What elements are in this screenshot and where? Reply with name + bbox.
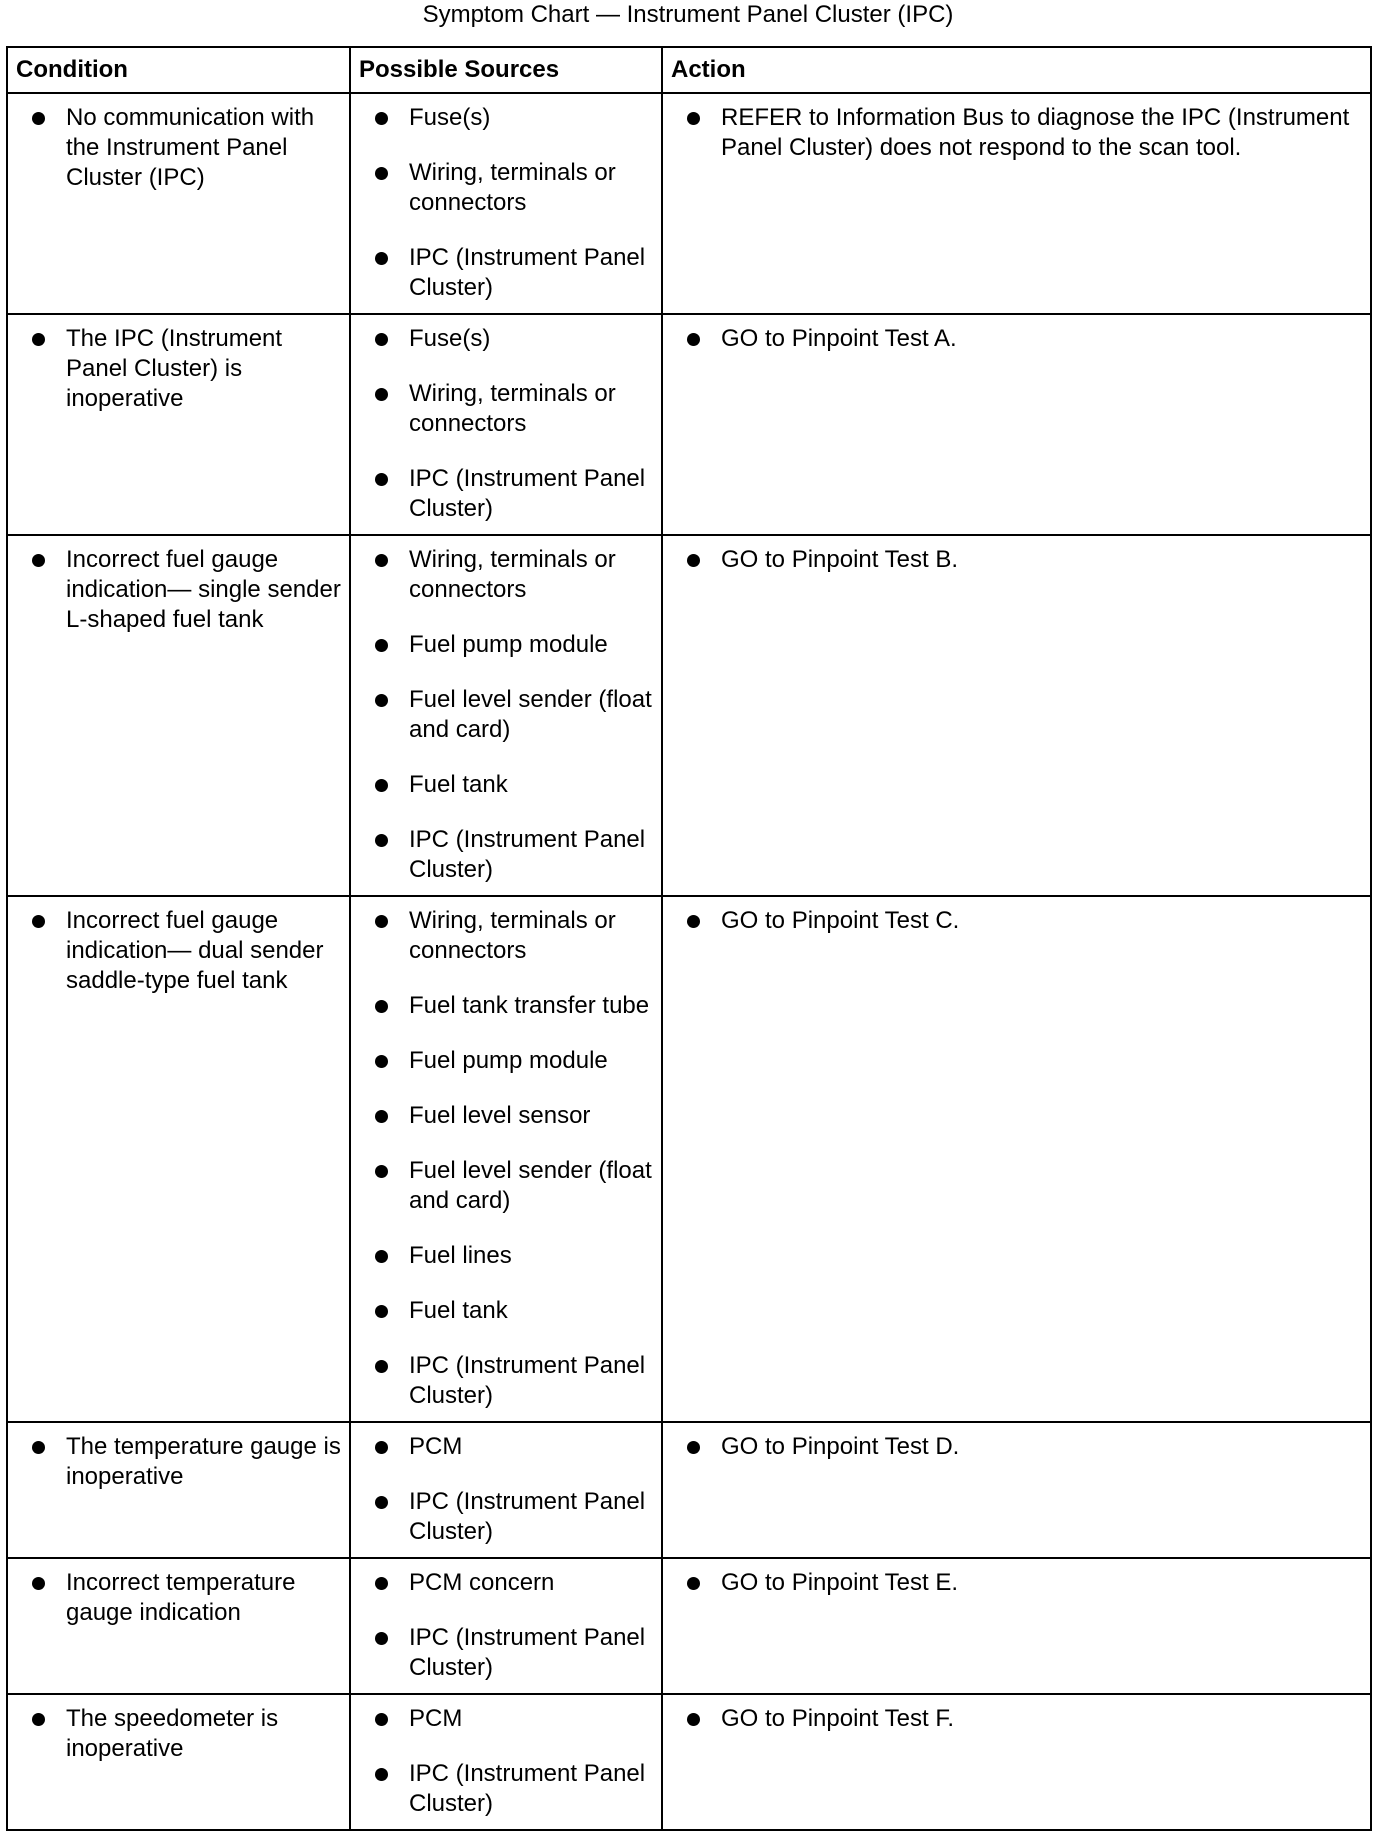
- possible-sources-cell: [350, 314, 662, 535]
- list-item-text: Fuel level sensor: [409, 1102, 591, 1129]
- list-item-text: Fuel lines: [409, 1242, 512, 1269]
- condition-cell: [7, 1558, 350, 1694]
- condition-item: [8, 1432, 349, 1492]
- source-item: [351, 379, 661, 439]
- source-item: [351, 1704, 661, 1734]
- possible-sources-cell: [350, 1422, 662, 1558]
- table-row: [7, 1422, 1371, 1558]
- list-item-text: IPC (Instrument Panel Cluster): [409, 1760, 646, 1817]
- action-cell: [662, 1422, 1371, 1558]
- source-item: [351, 103, 661, 133]
- bullet-icon: [32, 112, 45, 125]
- action-item: [663, 324, 1370, 354]
- bullet-icon: [32, 554, 45, 567]
- source-item: [351, 1623, 661, 1683]
- bullet-icon: [687, 915, 700, 928]
- source-item: [351, 1568, 661, 1598]
- condition-cell: [7, 314, 350, 535]
- possible-sources-cell: [350, 1558, 662, 1694]
- list-item-text: Wiring, terminals or connectors: [409, 159, 616, 216]
- list-item-text: GO to Pinpoint Test F.: [721, 1705, 955, 1732]
- source-item: [351, 1432, 661, 1462]
- list-item-text: IPC (Instrument Panel Cluster): [409, 244, 646, 301]
- source-item: [351, 1759, 661, 1819]
- list-item-text: Fuel pump module: [409, 1047, 608, 1074]
- condition-item: [8, 324, 349, 414]
- possible-sources-cell: [350, 896, 662, 1422]
- list-item-text: Incorrect fuel gauge indication— dual sender saddle-type fuel tank: [66, 907, 324, 994]
- source-item: [351, 991, 661, 1021]
- list-item-text: IPC (Instrument Panel Cluster): [409, 1352, 646, 1409]
- bullet-icon: [687, 112, 700, 125]
- bullet-icon: [375, 167, 388, 180]
- table-row: [7, 896, 1371, 1422]
- symptom-chart-table: [6, 46, 1372, 1831]
- table-row: [7, 1694, 1371, 1830]
- bullet-icon: [32, 1577, 45, 1590]
- list-item-text: PCM: [409, 1433, 463, 1460]
- list-item-text: GO to Pinpoint Test A.: [721, 325, 957, 352]
- bullet-icon: [375, 1713, 388, 1726]
- list-item-text: Fuse(s): [409, 325, 491, 352]
- table-body: [7, 93, 1371, 1830]
- possible-sources-cell: [350, 535, 662, 896]
- list-item-text: GO to Pinpoint Test D.: [721, 1433, 960, 1460]
- condition-item: [8, 906, 349, 996]
- list-item-text: IPC (Instrument Panel Cluster): [409, 826, 646, 883]
- list-item-text: IPC (Instrument Panel Cluster): [409, 1624, 646, 1681]
- list-item-text: No communication with the Instrument Panel Cluster (IPC): [66, 104, 315, 191]
- action-item: [663, 906, 1370, 936]
- bullet-icon: [375, 694, 388, 707]
- header-action: Action: [662, 47, 1371, 93]
- source-item: [351, 1101, 661, 1131]
- list-item-text: Fuel pump module: [409, 631, 608, 658]
- list-item-text: Fuel tank transfer tube: [409, 992, 650, 1019]
- source-item: [351, 243, 661, 303]
- condition-cell: [7, 1422, 350, 1558]
- table-row: [7, 314, 1371, 535]
- list-item-text: Fuse(s): [409, 104, 491, 131]
- list-item-text: Fuel tank: [409, 771, 508, 798]
- list-item-text: GO to Pinpoint Test B.: [721, 546, 959, 573]
- list-item-text: Fuel level sender (float and card): [409, 1157, 652, 1214]
- list-item-text: PCM: [409, 1705, 463, 1732]
- bullet-icon: [375, 915, 388, 928]
- bullet-icon: [375, 1768, 388, 1781]
- source-item: [351, 324, 661, 354]
- bullet-icon: [375, 1441, 388, 1454]
- list-item-text: The temperature gauge is inoperative: [66, 1433, 341, 1490]
- table-row: [7, 535, 1371, 896]
- bullet-icon: [375, 1250, 388, 1263]
- list-item-text: IPC (Instrument Panel Cluster): [409, 465, 646, 522]
- source-item: [351, 464, 661, 524]
- bullet-icon: [375, 1577, 388, 1590]
- list-item-text: GO to Pinpoint Test E.: [721, 1569, 959, 1596]
- source-item: [351, 770, 661, 800]
- bullet-icon: [32, 1441, 45, 1454]
- action-cell: [662, 314, 1371, 535]
- bullet-icon: [687, 554, 700, 567]
- bullet-icon: [375, 1110, 388, 1123]
- action-item: [663, 103, 1370, 163]
- bullet-icon: [687, 1577, 700, 1590]
- bullet-icon: [375, 112, 388, 125]
- source-item: [351, 1241, 661, 1271]
- list-item-text: Wiring, terminals or connectors: [409, 380, 616, 437]
- bullet-icon: [375, 473, 388, 486]
- bullet-icon: [32, 1713, 45, 1726]
- action-cell: [662, 896, 1371, 1422]
- bullet-icon: [375, 639, 388, 652]
- bullet-icon: [375, 554, 388, 567]
- bullet-icon: [32, 333, 45, 346]
- table-row: [7, 1558, 1371, 1694]
- condition-cell: [7, 1694, 350, 1830]
- source-item: [351, 158, 661, 218]
- bullet-icon: [375, 1305, 388, 1318]
- bullet-icon: [375, 252, 388, 265]
- action-cell: [662, 1558, 1371, 1694]
- list-item-text: IPC (Instrument Panel Cluster): [409, 1488, 646, 1545]
- header-condition: Condition: [7, 47, 350, 93]
- bullet-icon: [375, 834, 388, 847]
- possible-sources-cell: [350, 93, 662, 314]
- action-item: [663, 1704, 1370, 1734]
- bullet-icon: [687, 1713, 700, 1726]
- page-title: Symptom Chart — Instrument Panel Cluster (IPC): [422, 1, 954, 28]
- list-item-text: REFER to Information Bus to diagnose the IPC (Instrument Panel Cluster) does not respond to the scan tool.: [721, 104, 1350, 161]
- list-item-text: Incorrect fuel gauge indication— single sender L-shaped fuel tank: [66, 546, 341, 633]
- action-cell: [662, 1694, 1371, 1830]
- source-item: [351, 1156, 661, 1216]
- action-item: [663, 545, 1370, 575]
- bullet-icon: [375, 1000, 388, 1013]
- header-row: [7, 47, 1371, 93]
- bullet-icon: [375, 1055, 388, 1068]
- list-item-text: Fuel tank: [409, 1297, 508, 1324]
- condition-item: [8, 1568, 349, 1628]
- bullet-icon: [687, 1441, 700, 1454]
- list-item-text: The speedometer is inoperative: [66, 1705, 279, 1762]
- source-item: [351, 1351, 661, 1411]
- source-item: [351, 1046, 661, 1076]
- bullet-icon: [32, 915, 45, 928]
- bullet-icon: [687, 333, 700, 346]
- condition-cell: [7, 535, 350, 896]
- bullet-icon: [375, 779, 388, 792]
- table-row: [7, 93, 1371, 314]
- condition-item: [8, 545, 349, 635]
- source-item: [351, 685, 661, 745]
- action-cell: [662, 93, 1371, 314]
- action-item: [663, 1568, 1370, 1598]
- list-item-text: The IPC (Instrument Panel Cluster) is inoperative: [66, 325, 283, 412]
- condition-cell: [7, 896, 350, 1422]
- source-item: [351, 906, 661, 966]
- header-possible-sources: Possible Sources: [350, 47, 662, 93]
- bullet-icon: [375, 333, 388, 346]
- list-item-text: Wiring, terminals or connectors: [409, 546, 616, 603]
- source-item: [351, 825, 661, 885]
- action-item: [663, 1432, 1370, 1462]
- bullet-icon: [375, 1632, 388, 1645]
- list-item-text: PCM concern: [409, 1569, 555, 1596]
- condition-item: [8, 103, 349, 193]
- bullet-icon: [375, 1165, 388, 1178]
- action-cell: [662, 535, 1371, 896]
- bullet-icon: [375, 388, 388, 401]
- source-item: [351, 630, 661, 660]
- source-item: [351, 545, 661, 605]
- list-item-text: GO to Pinpoint Test C.: [721, 907, 960, 934]
- source-item: [351, 1296, 661, 1326]
- list-item-text: Incorrect temperature gauge indication: [66, 1569, 296, 1626]
- source-item: [351, 1487, 661, 1547]
- condition-cell: [7, 93, 350, 314]
- bullet-icon: [375, 1496, 388, 1509]
- list-item-text: Fuel level sender (float and card): [409, 686, 652, 743]
- bullet-icon: [375, 1360, 388, 1373]
- possible-sources-cell: [350, 1694, 662, 1830]
- condition-item: [8, 1704, 349, 1764]
- list-item-text: Wiring, terminals or connectors: [409, 907, 616, 964]
